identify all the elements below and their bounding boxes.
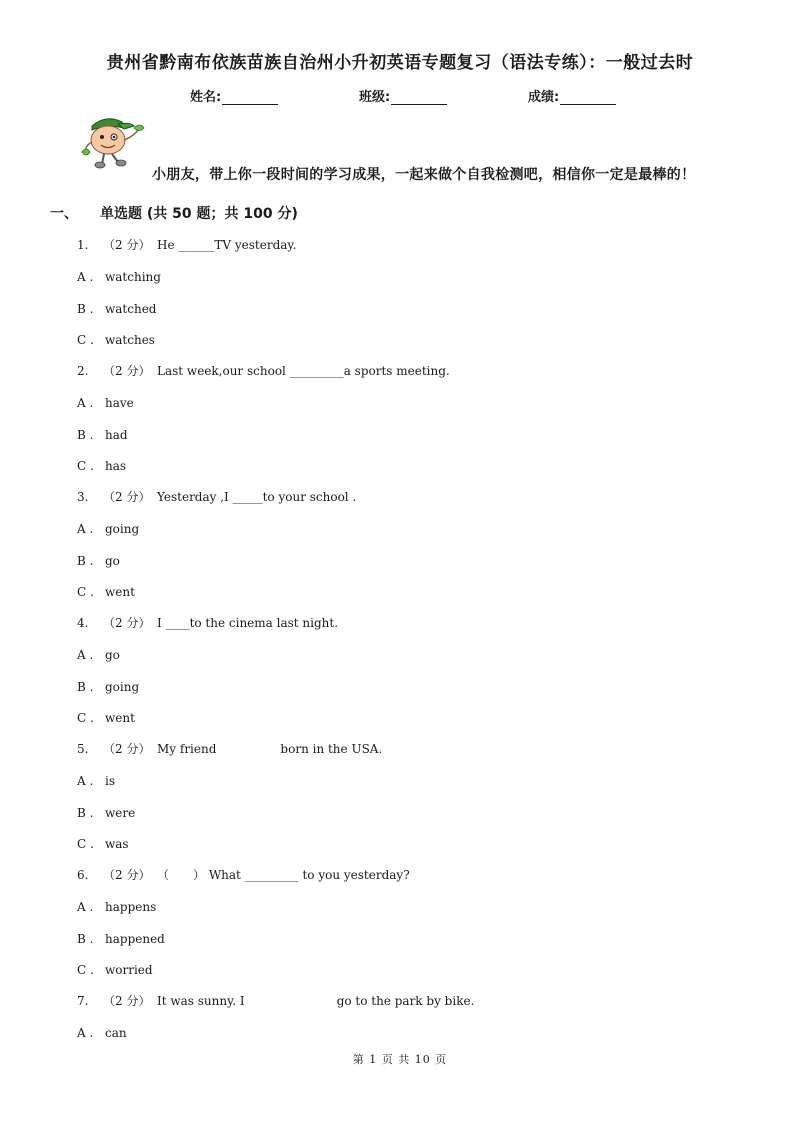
- option-text: happens: [105, 900, 157, 914]
- option-text: were: [105, 805, 136, 820]
- option-b[interactable]: [77, 680, 139, 694]
- option-text: went: [105, 711, 135, 725]
- score-field: [528, 86, 616, 105]
- question-text-before-blank: My friend: [157, 742, 217, 756]
- option-letter: B .: [77, 553, 94, 568]
- question-text-after-blank: to you yesterday?: [298, 868, 410, 882]
- option-a[interactable]: [77, 900, 156, 914]
- question-number: 4.: [77, 616, 89, 630]
- option-c[interactable]: [77, 459, 126, 473]
- option-text: happened: [105, 931, 165, 946]
- option-a[interactable]: [77, 270, 161, 284]
- question-number: 3.: [77, 490, 89, 504]
- option-letter: B .: [77, 301, 94, 316]
- question-6: [77, 866, 410, 883]
- score-label: 成绩:: [528, 90, 560, 105]
- option-letter: B .: [77, 679, 94, 694]
- option-text: had: [105, 427, 128, 442]
- option-text: go: [105, 553, 120, 568]
- question-number: 6.: [77, 868, 89, 882]
- section-number: 一、: [50, 206, 78, 222]
- question-number: 5.: [77, 742, 89, 756]
- option-letter: A .: [77, 1026, 94, 1040]
- option-text: worried: [105, 963, 153, 977]
- option-b[interactable]: [77, 806, 135, 820]
- answer-blank: ____: [165, 616, 190, 630]
- option-text: was: [105, 837, 129, 851]
- document-title: 贵州省黔南布依族苗族自治州小升初英语专题复习（语法专练）：一般过去时: [106, 53, 694, 73]
- option-letter: C .: [77, 459, 94, 473]
- option-letter: C .: [77, 837, 94, 851]
- score-blank: [560, 90, 616, 105]
- option-letter: C .: [77, 333, 94, 347]
- question-points: （2 分）: [103, 994, 151, 1008]
- name-blank: [222, 90, 278, 105]
- option-c[interactable]: [77, 585, 135, 599]
- question-number: 7.: [77, 994, 89, 1008]
- question-1: [77, 236, 296, 253]
- option-b[interactable]: [77, 302, 156, 316]
- question-7: [77, 992, 474, 1009]
- question-3: [77, 488, 356, 505]
- option-letter: B .: [77, 805, 94, 820]
- option-a[interactable]: [77, 1026, 127, 1040]
- cartoon-kid-icon: [78, 112, 148, 170]
- answer-blank: ______: [178, 238, 215, 252]
- question-points: （2 分）: [103, 238, 151, 252]
- question-number: 1.: [77, 238, 89, 252]
- answer-blank: _________: [289, 364, 344, 378]
- option-text: watches: [105, 333, 155, 347]
- question-number: 2.: [77, 364, 89, 378]
- question-points: （2 分）: [103, 616, 151, 630]
- answer-blank: _________: [244, 868, 299, 882]
- option-letter: B .: [77, 427, 94, 442]
- question-text-before-blank: I: [157, 616, 166, 630]
- option-b[interactable]: [77, 428, 128, 442]
- class-label: 班级:: [359, 90, 391, 105]
- encouragement-text: 小朋友，带上你一段时间的学习成果，一起来做个自我检测吧，相信你一定是最棒的！: [152, 167, 696, 183]
- question-points: （2 分）: [103, 364, 151, 378]
- option-text: watched: [105, 301, 157, 316]
- question-text-after-blank: go to the park by bike.: [336, 994, 475, 1008]
- option-text: going: [105, 522, 140, 536]
- option-c[interactable]: [77, 333, 155, 347]
- name-label: 姓名:: [190, 90, 222, 105]
- section-title: 单选题 (共 50 题；共 100 分): [100, 206, 298, 222]
- page-footer: 第 1 页 共 10 页: [352, 1053, 448, 1066]
- option-b[interactable]: [77, 932, 165, 946]
- option-letter: C .: [77, 963, 94, 977]
- option-letter: A .: [77, 774, 94, 788]
- option-a[interactable]: [77, 648, 120, 662]
- option-a[interactable]: [77, 522, 139, 536]
- answer-blank: _____: [232, 490, 263, 504]
- question-text-before-blank: Yesterday ,I: [157, 490, 233, 504]
- question-4: [77, 614, 338, 631]
- option-text: go: [105, 648, 120, 662]
- option-text: has: [105, 459, 127, 473]
- option-a[interactable]: [77, 396, 134, 410]
- class-field: [359, 86, 447, 105]
- option-letter: A .: [77, 522, 94, 536]
- option-text: have: [105, 396, 134, 410]
- option-text: watching: [105, 270, 161, 284]
- option-text: went: [105, 585, 135, 599]
- question-2: [77, 362, 450, 379]
- class-blank: [391, 90, 447, 105]
- question-text-after-blank: born in the USA.: [280, 742, 383, 756]
- option-c[interactable]: [77, 837, 129, 851]
- option-letter: C .: [77, 711, 94, 725]
- option-letter: A .: [77, 270, 94, 284]
- student-info-row: [0, 86, 800, 106]
- option-c[interactable]: [77, 711, 135, 725]
- option-letter: C .: [77, 585, 94, 599]
- section-heading: [50, 203, 298, 223]
- option-text: can: [105, 1026, 127, 1040]
- question-text-before-blank: Last week,our school: [157, 364, 290, 378]
- option-c[interactable]: [77, 963, 153, 977]
- question-points: （2 分）: [103, 868, 151, 882]
- name-field: [190, 86, 278, 105]
- option-letter: B .: [77, 931, 94, 946]
- question-points: （2 分）: [103, 742, 151, 756]
- option-letter: A .: [77, 648, 94, 662]
- option-text: going: [105, 679, 140, 694]
- option-b[interactable]: [77, 554, 120, 568]
- question-text-before-blank: （ ） What: [157, 868, 245, 882]
- question-text-after-blank: a sports meeting.: [343, 364, 450, 378]
- option-letter: A .: [77, 396, 94, 410]
- question-text-before-blank: He: [157, 238, 179, 252]
- question-text-after-blank: TV yesterday.: [214, 238, 297, 252]
- question-text-after-blank: to your school .: [262, 490, 357, 504]
- option-text: is: [105, 774, 115, 788]
- option-letter: A .: [77, 900, 94, 914]
- option-a[interactable]: [77, 774, 115, 788]
- question-5: [77, 740, 382, 757]
- question-text-after-blank: to the cinema last night.: [189, 616, 339, 630]
- question-text-before-blank: It was sunny. I: [157, 994, 245, 1008]
- question-points: （2 分）: [103, 490, 151, 504]
